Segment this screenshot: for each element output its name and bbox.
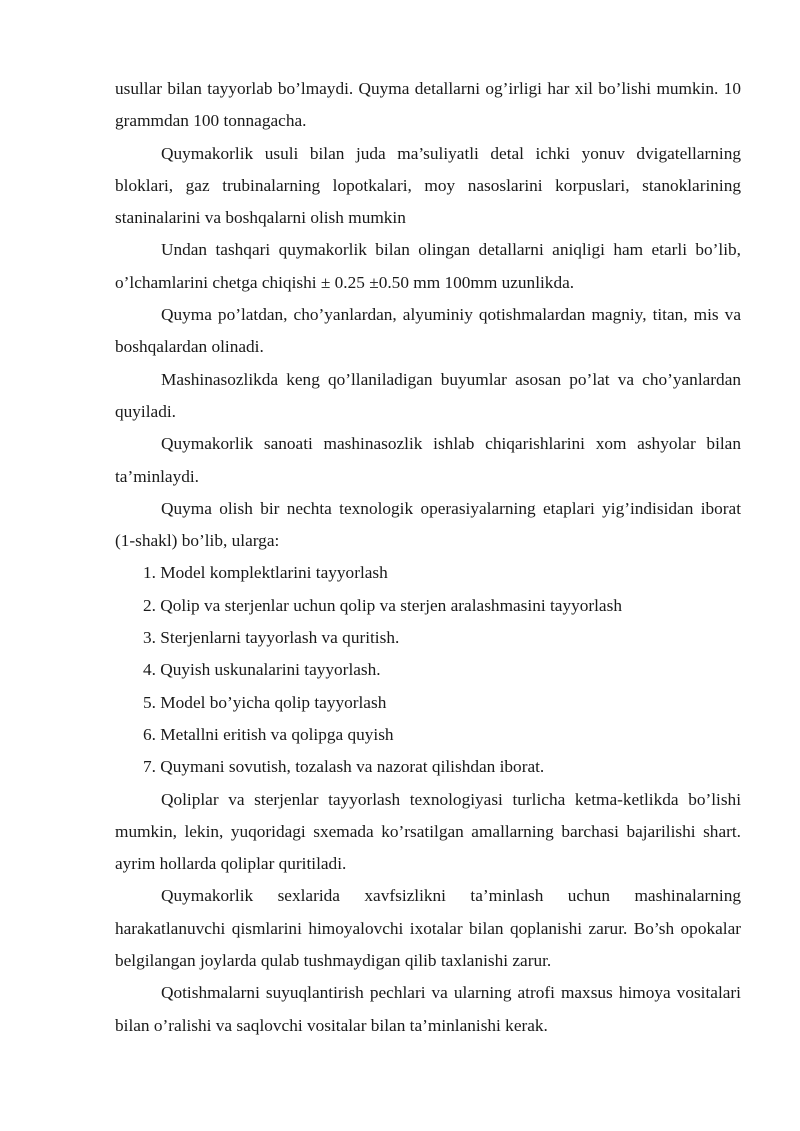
paragraph-industry-supply: Quymakorlik sanoati mashinasozlik ishlab chiqarishlarini xom ashyolar bilan ta’minlaydi. (115, 434, 741, 486)
paragraph-operations-intro: Quyma olish bir nechta texnologik operasiyalarning etaplari yig’indisidan iborat (1-shakl) bo’lib, ularga: (115, 498, 741, 551)
list-item-number: 5. (143, 692, 156, 712)
list-item-number: 2. (143, 595, 156, 615)
list-item (115, 590, 741, 622)
list-item (115, 622, 741, 654)
list-item (115, 654, 741, 686)
list-item-number: 1. (143, 563, 156, 583)
paragraph-precision: Undan tashqari quymakorlik bilan olingan detallarni aniqligi ham etarli bo’lib, o’lchamlarini chetga chiqishi ± 0.25 ±0.50 mm 100mm uzunlikda. (115, 240, 741, 292)
paragraph-continuation: usullar bilan tayyorlab bo’lmaydi. Quyma detallarni og’irligi har xil bo’lishi mumkin. 10 grammdan 100 tonnagacha. (115, 79, 741, 131)
list-item-text: Model komplektlarini tayyorlash (160, 563, 388, 583)
list-item-text: Quyish uskunalarini tayyorlash. (160, 660, 381, 680)
paragraph-safety: Quymakorlik sexlarida xavfsizlikni ta’minlash uchun mashinalarning harakatlanuvchi qismlarini himoyalovchi ixotalar bilan qoplanishi zarur. Bo’sh opokalar belgilangan joylarda qulab tushmaydigan qilib taxlanishi zarur. (115, 886, 741, 971)
paragraph-materials: Quyma po’latdan, cho’yanlardan, alyuminiy qotishmalardan magniy, titan, mis va boshqalardan olinadi. (115, 305, 741, 357)
list-item-text: Model bo’yicha qolip tayyorlash (160, 692, 387, 712)
list-item-number: 7. (143, 757, 156, 777)
paragraph-machine-building: Mashinasozlikda keng qo’llaniladigan buyumlar asosan po’lat va cho’yanlardan quyiladi. (115, 369, 741, 421)
paragraph-furnaces: Qotishmalarni suyuqlantirish pechlari va ularning atrofi maxsus himoya vositalari bilan o’ralishi va saqlovchi vositalar bilan ta’minlanishi kerak. (115, 983, 741, 1035)
list-item-number: 6. (143, 724, 156, 744)
list-item-number: 3. (143, 628, 156, 648)
list-item (115, 557, 741, 589)
paragraph-mold-technology: Qoliplar va sterjenlar tayyorlash texnologiyasi turlicha ketma-ketlikda bo’lishi mumkin, lekin, yuqoridagi sxemada ko’rsatilgan amallarning barchasi bajarilishi shart. ayrim hollarda qoliplar quritiladi. (115, 789, 741, 874)
list-item (115, 687, 741, 719)
list-item (115, 719, 741, 751)
operations-list (115, 557, 741, 783)
document-body (115, 73, 741, 1042)
paragraph-casting-uses: Quymakorlik usuli bilan juda ma’suliyatli detal ichki yonuv dvigatellarning bloklari, gaz trubinalarning lopotkalari, moy nasoslarini korpuslari, stanoklarining staninalarini va boshqalarni olish mumkin (115, 143, 741, 228)
list-item-text: Quymani sovutish, tozalash va nazorat qilishdan iborat. (160, 757, 545, 777)
list-item-text: Qolip va sterjenlar uchun qolip va sterjen aralashmasini tayyorlash (160, 595, 622, 615)
list-item (115, 751, 741, 783)
list-item-text: Sterjenlarni tayyorlash va quritish. (160, 628, 400, 648)
list-item-text: Metallni eritish va qolipga quyish (160, 724, 394, 744)
list-item-number: 4. (143, 660, 156, 680)
